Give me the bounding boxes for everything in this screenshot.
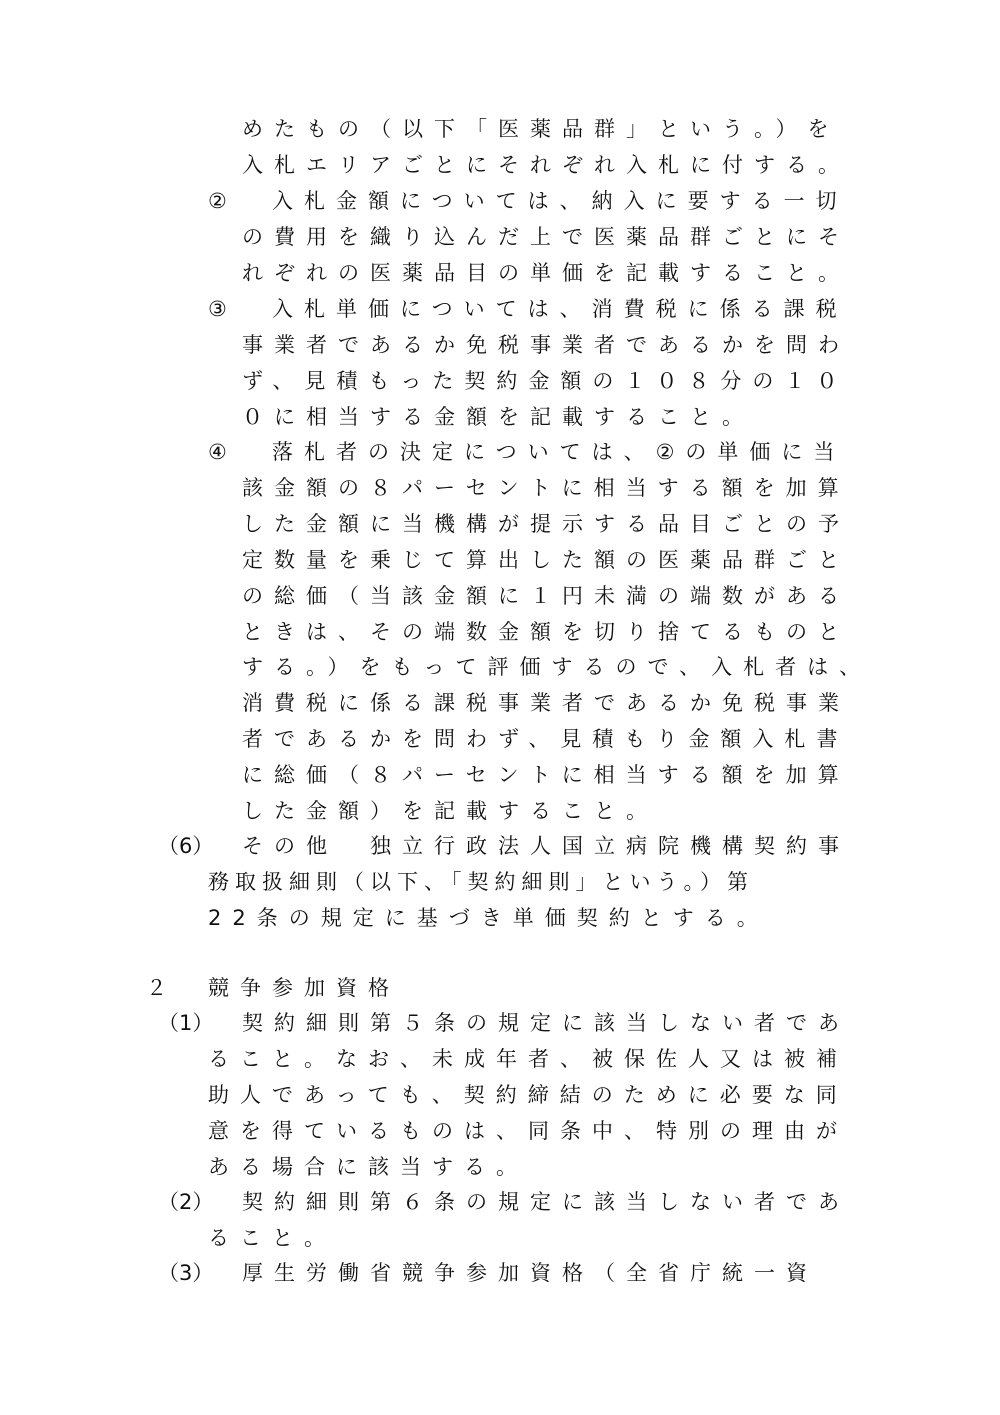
text-line: ず、見積もった契約金額の１０８分の１０ — [242, 369, 849, 393]
text-line: 務取扱細則（以下、「契約細則」という。）第 — [208, 870, 754, 894]
text-line: ときは、その端数金額を切り捨てるものと — [242, 620, 850, 644]
text-line: した金額に当機構が提示する品目ごとの予 — [242, 512, 850, 536]
text-line: 意を得ているものは、同条中、特別の理由が — [208, 1119, 848, 1143]
text-line: ること。なお、未成年者、被保佐人又は被補 — [208, 1047, 848, 1071]
paragraph-number-1: （1） — [158, 1011, 214, 1035]
text-line: めたもの（以下「医薬品群」という。）を — [242, 117, 840, 141]
text-line: 契約細則第６条の規定に該当しない者であ — [242, 1190, 850, 1214]
text-line: の費用を織り込んだ上で医薬品群ごとにそ — [242, 225, 850, 249]
text-line: 厚生労働省競争参加資格（全省庁統一資 — [242, 1261, 818, 1285]
section-number-2: ２ — [146, 976, 167, 1000]
text-line: 入札金額については、納入に要する一切 — [272, 189, 848, 213]
text-line: 定数量を乗じて算出した額の医薬品群ごと — [242, 548, 850, 572]
section-heading: 競争参加資格 — [208, 976, 400, 1000]
text-line: その他 独立行政法人国立病院機構契約事 — [242, 834, 850, 858]
item-number-2: ② — [208, 189, 227, 213]
text-line: 消費税に係る課税事業者であるか免税事業 — [242, 691, 850, 715]
text-line: ０に相当する金額を記載すること。 — [242, 405, 754, 429]
text-line: に総価（８パーセントに相当する額を加算 — [242, 763, 850, 787]
text-line: 落札者の決定については、②の単価に当 — [272, 440, 846, 464]
text-line: 該金額の８パーセントに相当する額を加算 — [242, 476, 850, 500]
item-number-3: ③ — [208, 297, 227, 321]
text-line: 事業者であるか免税事業者であるかを問わ — [242, 333, 850, 357]
paragraph-number-3: （3） — [158, 1261, 214, 1285]
item-number-4: ④ — [208, 440, 227, 464]
text-line: ること。 — [208, 1226, 336, 1250]
text-line: 入札単価については、消費税に係る課税 — [272, 297, 848, 321]
text-line: する。）をもって評価するので、入札者は、 — [242, 655, 872, 679]
text-line: 22条の規定に基づき単価契約とする。 — [208, 906, 769, 930]
text-line: 助人であっても、契約締結のために必要な同 — [208, 1083, 848, 1107]
text-line: 契約細則第５条の規定に該当しない者であ — [242, 1011, 850, 1035]
text-line: 者であるかを問わず、見積もり金額入札書 — [242, 727, 849, 751]
text-line: れぞれの医薬品目の単価を記載すること。 — [242, 261, 850, 285]
text-line: ある場合に該当する。 — [208, 1155, 528, 1179]
text-line: した金額）を記載すること。 — [242, 799, 658, 823]
paragraph-number-2: （2） — [158, 1190, 214, 1214]
paragraph-number-6: （6） — [158, 834, 214, 858]
text-line: の総価（当該金額に１円未満の端数がある — [242, 584, 850, 608]
text-line: 入札エリアごとにそれぞれ入札に付する。 — [242, 153, 850, 177]
